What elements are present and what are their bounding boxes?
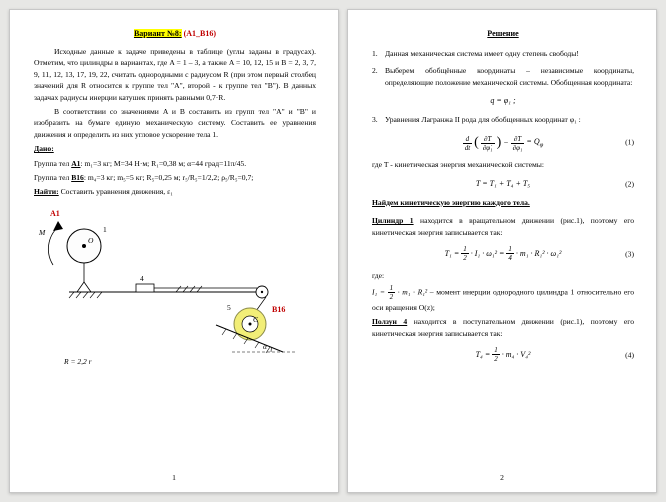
eq3-mid: · I₁ · ω₁² = — [470, 248, 505, 258]
inertia-math: · m₁ · R₁² — [395, 287, 428, 297]
fraction — [481, 135, 495, 153]
equation-generalized-coordinate — [372, 95, 634, 107]
minus-sign: − — [503, 138, 509, 148]
moment-arrow — [48, 227, 58, 265]
given-label-text: Дано: — [34, 144, 54, 154]
hatch — [197, 286, 202, 292]
fraction-numerator: ∂T — [511, 135, 525, 144]
hatch — [97, 292, 102, 298]
page-2 — [347, 9, 657, 493]
intro-paragraph-1: Исходные данные к задаче приведены в таблице (углы заданы в градусах). Отметим, что цилиндры в вариантах, где A = 1 – 3, а также A = 10, 12, 15 и B = 2, 3, 7, 9, 11, 12, 13, 17, 19, 22, считать однородными с радиусом R (при этом первый столбец значений для R относится к группе тел "A", второй - к группе тел "B"). В данных задачах радиусы инерции катушек принять равными 0,7·R. — [34, 47, 316, 102]
fraction-numerator: 1 — [508, 244, 512, 253]
group-a-name: A1 — [71, 158, 81, 168]
equation-4 — [372, 346, 634, 364]
fraction-denominator: 4 — [508, 254, 512, 263]
fraction — [492, 346, 500, 364]
inertia-text: – момент инерции однородного цилиндра 1 относительно его оси вращения O(z); — [372, 287, 634, 312]
equation-2-number: (2) — [625, 179, 634, 189]
figure-alpha-label: α — [263, 341, 267, 351]
fraction-numerator: ∂T — [481, 135, 495, 144]
equation-4-number: (4) — [625, 350, 634, 360]
step-number: 2. — [372, 66, 378, 76]
figure-container — [36, 204, 316, 382]
figure-axis-label: O — [88, 235, 94, 245]
hatch — [69, 292, 74, 298]
fraction-denominator: 2 — [494, 355, 498, 364]
figure-moment-label: M — [39, 227, 46, 237]
given-label — [34, 143, 316, 154]
figure-group-b-label: B16 — [272, 304, 286, 314]
step-number: 1. — [372, 49, 378, 58]
rhs-symbol: = Q — [526, 137, 540, 147]
fraction-denominator: 2 — [389, 293, 394, 302]
hatch — [90, 292, 95, 298]
solution-step-1 — [372, 48, 634, 59]
cylinder-1-axis — [82, 244, 86, 248]
mechanical-system-figure — [36, 204, 316, 379]
step-text: Данная механическая система имеет одну степень свободы! — [385, 49, 579, 58]
group-b-name: B16 — [71, 172, 84, 182]
equation-3 — [372, 245, 634, 263]
where-label: где: — [372, 270, 385, 280]
fraction-denominator: ∂φ̇₁ — [482, 143, 493, 152]
slider-text: находится в поступательном движении (рис.1), поэтому его кинетическая энергия записывается так: — [372, 317, 634, 338]
eq3-lhs: T₁ = — [444, 248, 460, 258]
group-a-prefix: Группа тел — [34, 158, 72, 168]
inertia-paragraph — [372, 284, 634, 313]
group-b-values: : m₄=3 кг; m₅=5 кг; R₅=0,25 м; r₅/R₅=1/2,2; ρ₅/R₅=0,7; — [83, 172, 254, 182]
fraction-numerator: 1 — [389, 284, 394, 293]
equation-1-body — [463, 135, 544, 153]
fraction — [511, 135, 525, 153]
figure-radius-note: R = 2,2 r — [64, 356, 92, 366]
step-text: Выберем обобщённые координаты – независимые координаты, определяющие положение механической системы. Обобщенная координата: — [385, 66, 634, 87]
inertia-lhs: I₁ = — [372, 287, 388, 297]
figure-center-label: C — [253, 314, 259, 324]
page-number-2: 2 — [500, 472, 504, 482]
fraction-numerator: d — [463, 135, 472, 144]
equation-3-number: (3) — [625, 249, 634, 259]
page-number-1: 1 — [172, 472, 176, 482]
fraction — [506, 245, 514, 263]
hatch — [83, 292, 88, 298]
cylinder-name: Цилиндр 1 — [372, 216, 414, 226]
fraction — [463, 135, 472, 153]
group-a-values: : m₁=3 кг; M=34 Н·м; R₁=0,38 м; α=44 град=11π/45. — [80, 158, 247, 168]
equation-1 — [372, 133, 634, 153]
solution-heading: Решение — [487, 29, 519, 38]
page-1 — [9, 9, 339, 493]
equation-rhs — [526, 136, 543, 151]
equation-2 — [372, 178, 634, 190]
moment-arrowhead — [53, 221, 63, 231]
eq4-lhs: T₄ = — [475, 349, 491, 359]
fraction-numerator: 1 — [463, 244, 467, 253]
eq3-rhs: · m₁ · R₁² · ω₁² — [515, 248, 562, 258]
fraction-denominator: dt — [464, 143, 471, 152]
step-number: 3. — [372, 115, 378, 125]
hatch — [255, 342, 259, 348]
find-line — [34, 186, 316, 197]
slider-name: Ползун 4 — [372, 317, 408, 327]
cylinder-paragraph — [372, 215, 634, 238]
given-group-b — [34, 172, 316, 183]
where-kinetic-energy: где T - кинетическая энергия механической системы: — [372, 160, 545, 170]
left-paren: ( — [474, 135, 479, 151]
eq4-rhs: · m₄ · V₄² — [501, 349, 531, 359]
given-group-a — [34, 158, 316, 169]
right-paren: ) — [496, 135, 502, 151]
rope-incline — [256, 297, 266, 311]
variant-code: (A1_B16) — [181, 29, 217, 38]
hatch — [183, 286, 188, 292]
equation-2-body: T = T₁ + T₄ + T₅ — [475, 178, 531, 188]
hatch — [222, 329, 226, 335]
variant-title — [34, 28, 316, 40]
variant-title-highlight: Вариант №8: — [133, 29, 182, 38]
solution-step-2 — [372, 65, 634, 88]
equation-q-body: q = φ₁ ; — [490, 96, 516, 106]
corner-pulley-axis — [261, 290, 263, 292]
fraction — [388, 284, 396, 302]
spool-5-axis — [249, 322, 252, 325]
equation-3-body — [445, 245, 562, 263]
support-triangle — [77, 282, 91, 292]
hatch — [233, 333, 237, 339]
slider-paragraph — [372, 316, 634, 339]
solution-step-3 — [372, 114, 634, 125]
find-label: Найти: — [34, 187, 59, 197]
figure-body4-label: 4 — [140, 273, 144, 283]
rhs-subscript: φ — [539, 141, 544, 149]
figure-group-a-label: A1 — [50, 208, 60, 218]
fraction-numerator: 1 — [494, 346, 498, 355]
equation-4-body — [476, 346, 531, 364]
slider-4 — [136, 284, 154, 292]
figure-body1-label: 1 — [103, 224, 107, 234]
step-text: Уравнения Лагранжа II рода для обобщенных координат φ₁ : — [385, 115, 581, 125]
find-text: Составить уравнения движения, ε₁ — [58, 187, 173, 197]
hatch — [76, 292, 81, 298]
figure-body5-label: 5 — [227, 302, 231, 312]
fraction — [461, 245, 469, 263]
hatch — [190, 286, 195, 292]
equation-1-number: (1) — [625, 137, 634, 147]
group-b-prefix: Группа тел — [34, 172, 72, 182]
fraction-denominator: ∂φ₁ — [512, 143, 523, 152]
hatch — [176, 286, 181, 292]
cylinder-text: находится в вращательном движении (рис.1), поэтому его кинетическая энергия записывается так: — [372, 216, 635, 237]
fraction-denominator: 2 — [463, 254, 467, 263]
find-energy-heading: Найдем кинетическую энергию каждого тела. — [372, 197, 530, 207]
intro-paragraph-2: В соответствии со значениями A и B составить из групп тел "A" и "B" и изобразить на бумаге единую механическую систему. Составить ее уравнения движения и определить из них угловое ускорение тела 1. — [34, 106, 316, 139]
